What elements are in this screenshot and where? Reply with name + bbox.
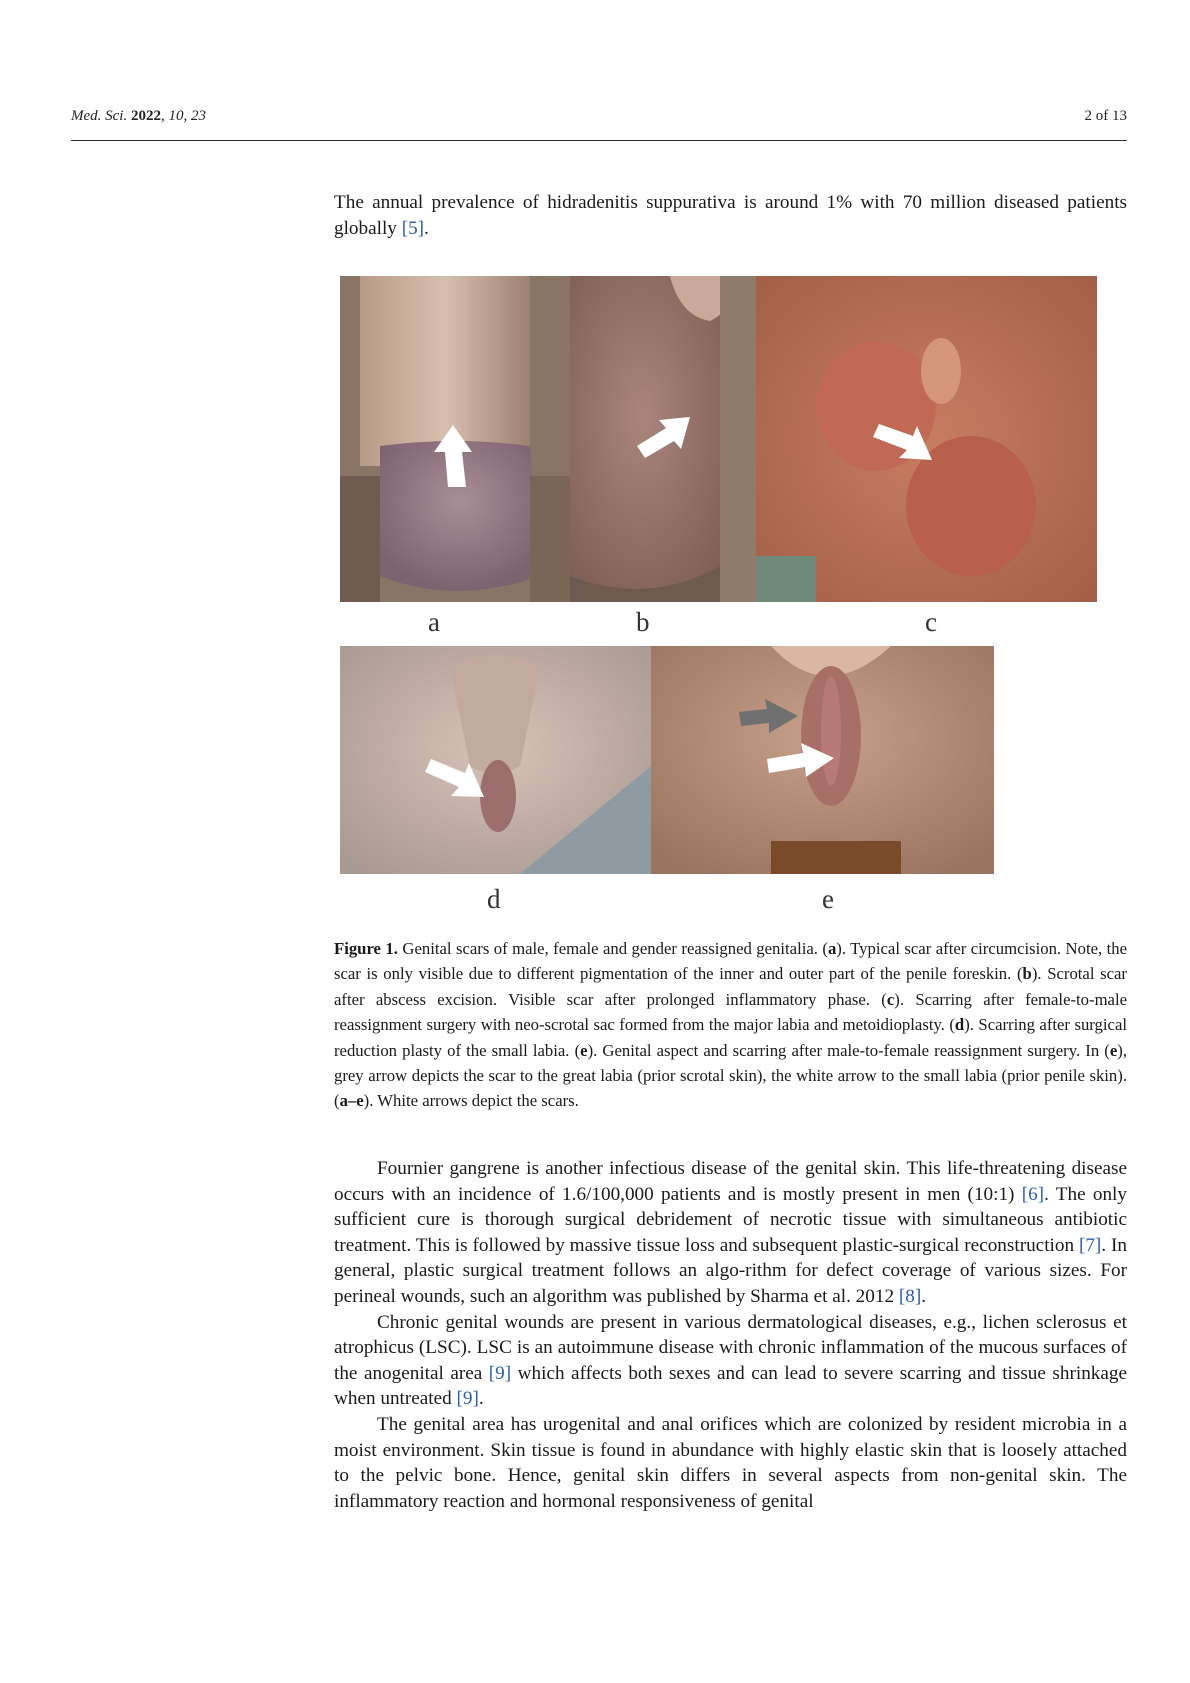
body-text xyxy=(334,1156,1127,1514)
intro-paragraph xyxy=(334,190,1127,241)
caption-segment: ). Scrotal scar after abscess excision. Visible scar after prolonged inflammatory phase. ( xyxy=(334,964,1127,1009)
figure-panel-e-photo xyxy=(651,646,994,874)
figure-label: Figure 1. xyxy=(334,939,398,958)
body-text-segment: Chronic genital wounds are present in various dermatological diseases, e.g., lichen sclerosus et atrophicus (LSC). LSC is an autoimmune disease with chronic inflammation of the mucous surfaces of the anogenital area xyxy=(334,1311,1127,1384)
caption-panel-ref: e xyxy=(1109,1040,1118,1060)
caption-segment: ). Typical scar after circumcision. Note, the scar is only visible due to different pigmentation of the inner and outer part of the penile foreskin. ( xyxy=(334,939,1128,984)
body-text-segment: . In general, plastic surgical treatment follows an algo-rithm for defect coverage of various sizes. For perineal wounds, such an algorithm was published by Sharma et al. 2012 xyxy=(334,1234,1127,1307)
figure-panel-a-photo xyxy=(340,276,570,602)
caption-panel-ref: c xyxy=(886,989,895,1009)
intro-section xyxy=(334,190,1127,241)
figure-caption xyxy=(334,936,1127,1114)
caption-panel-ref: a–e xyxy=(339,1091,364,1111)
intro-text-end: . xyxy=(424,217,429,239)
body-text-segment: . xyxy=(478,1388,484,1410)
citation-link-9[interactable]: [9] xyxy=(488,1362,512,1384)
caption-panel-ref: d xyxy=(954,1015,965,1035)
citation-link-9b[interactable]: [9] xyxy=(456,1388,479,1410)
figure-caption-text xyxy=(334,936,1127,1114)
figure-panel-d-label: d xyxy=(487,884,501,914)
citation-link-6[interactable]: [6] xyxy=(1021,1183,1045,1205)
body-paragraph-3 xyxy=(334,1412,1127,1514)
caption-segment: Genital scars of male, female and gender reassigned genitalia. ( xyxy=(397,939,828,958)
caption-segment: ). White arrows depict the scars. xyxy=(363,1091,579,1111)
citation-link-7[interactable]: [7] xyxy=(1078,1234,1102,1256)
journal-citation xyxy=(71,108,206,125)
caption-panel-ref: a xyxy=(827,939,837,958)
caption-segment: ). Scarring after female-to-male reassignment surgery with neo-scrotal sac formed from the major labia and metoidioplasty. ( xyxy=(334,989,1127,1035)
body-text-segment: The genital area has urogenital and anal orifices which are colonized by resident microbia in a moist environment. Skin tissue is found in abundance with highly elastic skin that is loosely attached to the pelvic bone. Hence, genital skin differs in several aspects from non-genital skin. The inflammatory reaction and hormonal responsiveness of genital xyxy=(334,1413,1127,1512)
citation-link-5[interactable]: [5] xyxy=(401,217,425,239)
caption-panel-ref: b xyxy=(1022,964,1032,984)
figure-panel-b-label: b xyxy=(636,607,650,637)
caption-segment: ). Scarring after surgical reduction plasty of the small labia. ( xyxy=(334,1015,1127,1060)
running-header xyxy=(71,108,1127,125)
figure-panel-e-label: e xyxy=(822,884,834,914)
figure-panel-c-photo xyxy=(756,276,1097,602)
figure-panel-b-photo xyxy=(570,276,756,602)
body-paragraph-1 xyxy=(334,1156,1127,1310)
figure-panel-d-photo xyxy=(340,646,651,874)
citation-link-8[interactable]: [8] xyxy=(898,1285,922,1307)
figure-panel-c-label: c xyxy=(925,607,937,637)
caption-segment: ). Genital aspect and scarring after male-to-female reassignment surgery. In ( xyxy=(587,1040,1110,1060)
caption-segment: ), grey arrow depicts the scar to the great labia (prior scrotal skin), the white arrow to the small labia (prior penile skin). ( xyxy=(334,1040,1128,1111)
body-paragraph-2 xyxy=(334,1310,1127,1412)
figure-panel-a-label: a xyxy=(428,607,440,637)
caption-panel-ref: e xyxy=(580,1040,588,1060)
body-text-segment: which affects both sexes and can lead to severe scarring and tissue shrinkage when untreated xyxy=(334,1362,1128,1410)
journal-volume: , 10, 23 xyxy=(160,108,206,124)
body-text-segment: . xyxy=(921,1285,927,1307)
header-rule xyxy=(71,140,1127,141)
page-number: 2 of 13 xyxy=(1084,108,1127,124)
journal-year: 2022 xyxy=(130,108,161,124)
body-text-segment: . The only sufficient cure is thorough surgical debridement of necrotic tissue with simultaneous antibiotic treatment. This is followed by massive tissue loss and subsequent plastic-surgical reconstruction xyxy=(334,1183,1127,1256)
journal-name: Med. Sci. xyxy=(71,108,128,124)
intro-text: The annual prevalence of hidradenitis suppurativa is around 1% with 70 million diseased patients globally xyxy=(334,192,1127,239)
body-text-segment: Fournier gangrene is another infectious disease of the genital skin. This life-threatening disease occurs with an incidence of 1.6/100,000 patients and is mostly present in men (10:1) xyxy=(334,1158,1127,1205)
